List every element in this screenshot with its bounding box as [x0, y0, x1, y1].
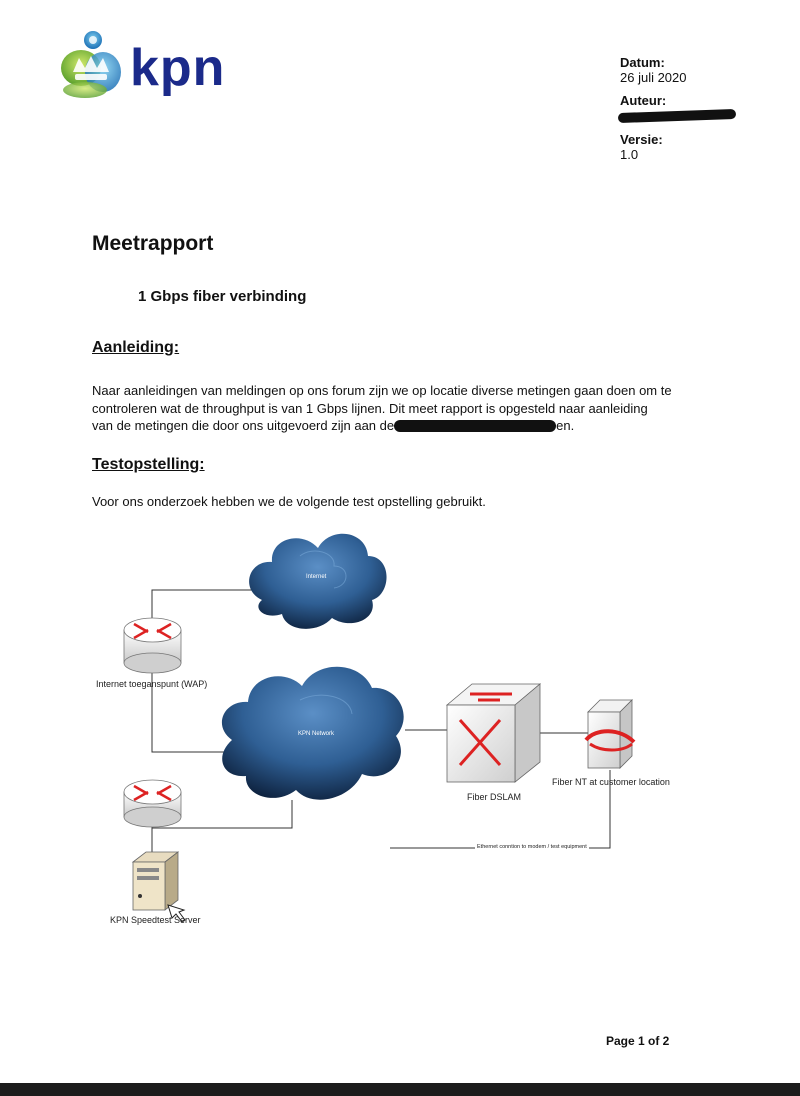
- document-title: Meetrapport: [92, 232, 214, 255]
- datum-label: Datum:: [620, 55, 665, 70]
- router-wap-icon: [124, 618, 181, 673]
- kpn-crown-icon: [55, 28, 135, 108]
- auteur-label: Auteur:: [620, 93, 667, 108]
- wap-label: Internet toeganspunt (WAP): [96, 679, 208, 689]
- section-aanleiding-text: [92, 382, 692, 435]
- section-testopstelling-text: Voor ons onderzoek hebben we de volgende test opstelling gebruikt.: [92, 494, 486, 509]
- aanleiding-line-1: Naar aanleidingen van meldingen op ons forum zijn we op locatie diverse metingen gaan doen om te: [92, 383, 672, 398]
- aanleiding-line-3-end: en.: [556, 418, 575, 433]
- fiber-nt-icon: [586, 700, 634, 768]
- auteur-redaction: [618, 109, 736, 123]
- section-aanleiding-heading: Aanleiding:: [92, 339, 180, 356]
- internet-label: Internet: [306, 574, 327, 580]
- document-subtitle: 1 Gbps fiber verbinding: [138, 288, 307, 305]
- kpn-network-label: KPN Network: [298, 731, 335, 737]
- fiber-dslam-label: Fiber DSLAM: [467, 792, 522, 802]
- ethernet-label: Ethernet conntion to modem / test equipment: [477, 844, 587, 850]
- line-wap-internet: [152, 590, 255, 618]
- speedtest-server-label: KPN Speedtest Server: [110, 915, 201, 925]
- network-diagram: [0, 520, 800, 940]
- aanleiding-line-3-start: van de metingen die door ons uitgevoerd zijn aan de: [92, 418, 395, 433]
- aanleiding-line-2: controleren wat de throughput is van 1 Gbps lijnen. Dit meet rapport is opgesteld naar aanleiding: [92, 400, 648, 416]
- versie-label: Versie:: [620, 132, 663, 147]
- router-speedtest-icon: [124, 780, 181, 827]
- fiber-dslam-icon: [447, 684, 540, 782]
- document-meta: [620, 55, 687, 162]
- datum-value: 26 juli 2020: [620, 70, 687, 85]
- kpn-logo-text: kpn: [130, 39, 226, 97]
- speedtest-server-icon: [133, 852, 185, 922]
- fiber-nt-label: Fiber NT at customer location: [552, 777, 670, 787]
- internet-cloud: [249, 534, 386, 629]
- bottom-bar: [0, 1083, 800, 1096]
- versie-value: 1.0: [620, 147, 639, 162]
- location-redaction: [394, 420, 556, 432]
- page-number: Page 1 of 2: [606, 1034, 670, 1048]
- section-testopstelling-heading: Testopstelling:: [92, 456, 205, 473]
